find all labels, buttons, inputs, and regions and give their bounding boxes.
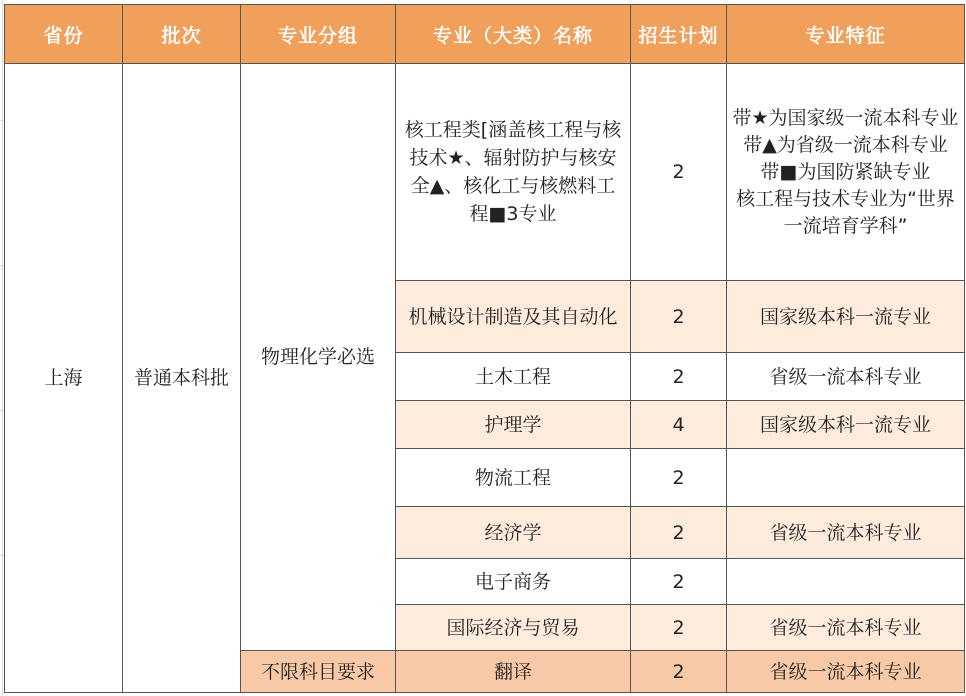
- header-batch: 批次: [123, 5, 241, 64]
- sheet-gridline: [2, 0, 3, 696]
- plan-cell: 2: [631, 353, 727, 401]
- table-row: [5, 64, 965, 281]
- major-name-cell: 翻译: [396, 651, 631, 693]
- feature-cell: 省级一流本科专业: [727, 507, 965, 559]
- plan-cell: 2: [631, 64, 727, 281]
- header-major: 专业（大类）名称: [396, 5, 631, 64]
- major-name-cell: 经济学: [396, 507, 631, 559]
- header-plan: 招生计划: [631, 5, 727, 64]
- major-name-cell: 土木工程: [396, 353, 631, 401]
- major-name-cell: 电子商务: [396, 559, 631, 605]
- feature-cell: 国家级本科一流专业: [727, 401, 965, 449]
- plan-cell: 2: [631, 651, 727, 693]
- header-feature: 专业特征: [727, 5, 965, 64]
- plan-cell: 2: [631, 605, 727, 651]
- plan-cell: 2: [631, 559, 727, 605]
- feature-cell: 省级一流本科专业: [727, 605, 965, 651]
- feature-cell: 省级一流本科专业: [727, 353, 965, 401]
- header-group: 专业分组: [241, 5, 396, 64]
- plan-cell: 2: [631, 507, 727, 559]
- group-cell-none: 不限科目要求: [241, 651, 396, 693]
- province-cell: 上海: [5, 64, 123, 693]
- major-name-cell: 物流工程: [396, 449, 631, 507]
- plan-cell: 4: [631, 401, 727, 449]
- feature-cell: 省级一流本科专业: [727, 651, 965, 693]
- feature-cell: [727, 449, 965, 507]
- batch-cell: 普通本科批: [123, 64, 241, 693]
- major-name-cell: 核工程类[涵盖核工程与核技术★、辐射防护与核安全▲、核化工与核燃料工程■3专业: [396, 64, 631, 281]
- admissions-plan-table: [4, 4, 965, 693]
- major-name-cell: 机械设计制造及其自动化: [396, 281, 631, 353]
- major-name-cell: 护理学: [396, 401, 631, 449]
- feature-cell: [727, 559, 965, 605]
- group-cell-physchem: 物理化学必选: [241, 64, 396, 651]
- feature-cell: 国家级本科一流专业: [727, 281, 965, 353]
- plan-cell: 2: [631, 449, 727, 507]
- header-row: [5, 5, 965, 64]
- feature-cell: 带★为国家级一流本科专业 带▲为省级一流本科专业 带■为国防紧缺专业 核工程与技术专业为“世界一流培育学科”: [727, 64, 965, 281]
- plan-cell: 2: [631, 281, 727, 353]
- major-name-cell: 国际经济与贸易: [396, 605, 631, 651]
- header-province: 省份: [5, 5, 123, 64]
